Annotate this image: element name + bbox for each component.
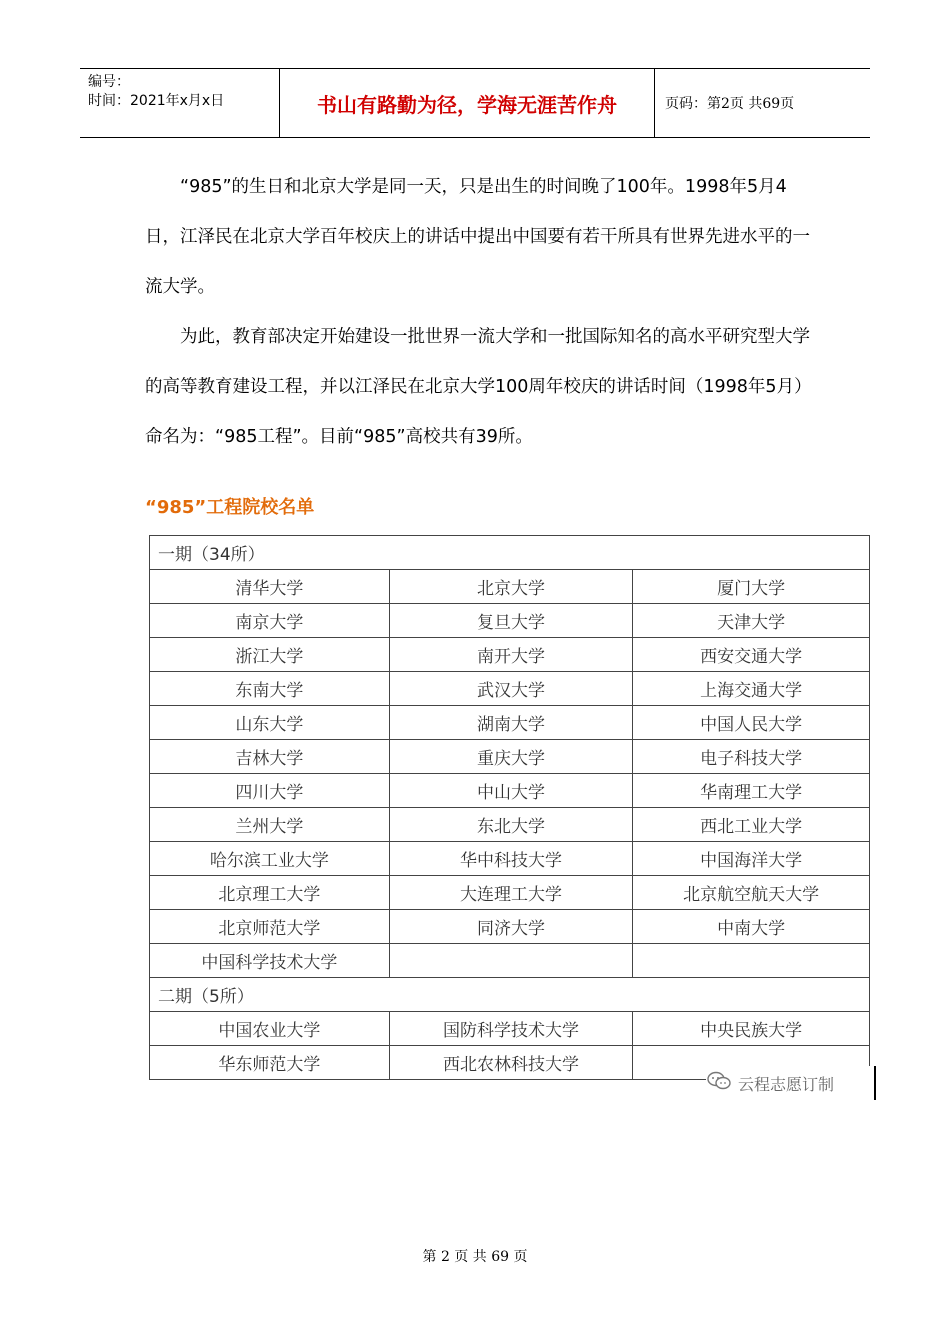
paragraph: 为此，教育部决定开始建设一批世界一流大学和一批国际知名的高水平研究型大学的高等教育建设工程，并以江泽民在北京大学100周年校庆的讲话时间（1998年5月）命名为：“985工程”。目前“985”高校共有39所。 <box>145 327 810 447</box>
table-row <box>150 774 870 808</box>
table-row <box>150 604 870 638</box>
table-cell: 中央民族大学 <box>633 1012 870 1046</box>
table-cell: 大连理工大学 <box>389 876 633 910</box>
table-cell <box>389 944 633 978</box>
table-cell: 重庆大学 <box>389 740 633 774</box>
table-row <box>150 638 870 672</box>
table-cell: 华中科技大学 <box>389 842 633 876</box>
table-group-row <box>150 536 870 570</box>
table-cell: 清华大学 <box>150 570 390 604</box>
watermark <box>706 1066 876 1100</box>
page-footer: 第 2 页 共 69 页 <box>422 1249 528 1265</box>
table-cell: 湖南大学 <box>389 706 633 740</box>
table-row <box>150 1012 870 1046</box>
table-cell: 西北农林科技大学 <box>389 1046 633 1080</box>
header-page-info: 页码：第2页 共69页 <box>665 96 795 112</box>
university-table <box>149 535 870 1080</box>
table-cell: 中国人民大学 <box>633 706 870 740</box>
table-cell: 复旦大学 <box>389 604 633 638</box>
table-cell: 中国海洋大学 <box>633 842 870 876</box>
table-cell: 中山大学 <box>389 774 633 808</box>
table-group-label: 一期（34所） <box>150 536 870 570</box>
table-group-label: 二期（5所） <box>150 978 870 1012</box>
page-header <box>80 68 870 138</box>
table-cell: 西安交通大学 <box>633 638 870 672</box>
watermark-text: 云程志愿订制 <box>738 1074 835 1094</box>
table-cell: 南开大学 <box>389 638 633 672</box>
table-row <box>150 842 870 876</box>
table-cell: 天津大学 <box>633 604 870 638</box>
header-meta <box>80 69 280 137</box>
table-cell: 北京航空航天大学 <box>633 876 870 910</box>
table-cell: 华东师范大学 <box>150 1046 390 1080</box>
table-cell: 国防科学技术大学 <box>389 1012 633 1046</box>
header-number: 编号： <box>88 74 130 90</box>
table-cell: 中国农业大学 <box>150 1012 390 1046</box>
table-cell <box>633 944 870 978</box>
table-cell: 南京大学 <box>150 604 390 638</box>
table-row <box>150 740 870 774</box>
table-cell: 浙江大学 <box>150 638 390 672</box>
table-cell: 东南大学 <box>150 672 390 706</box>
table-row <box>150 910 870 944</box>
paragraph: “985”的生日和北京大学是同一天，只是出生的时间晚了100年。1998年5月4日，江泽民在北京大学百年校庆上的讲话中提出中国要有若干所具有世界先进水平的一流大学。 <box>145 177 810 297</box>
table-row <box>150 672 870 706</box>
header-time: 时间：2021年x月x日 <box>88 93 225 109</box>
table-cell: 北京师范大学 <box>150 910 390 944</box>
table-cell: 吉林大学 <box>150 740 390 774</box>
section-title: “985”工程院校名单 <box>145 497 315 518</box>
table-cell: 北京大学 <box>389 570 633 604</box>
table-row <box>150 876 870 910</box>
table-cell: 中南大学 <box>633 910 870 944</box>
table-cell: 哈尔滨工业大学 <box>150 842 390 876</box>
table-row <box>150 706 870 740</box>
table-cell: 山东大学 <box>150 706 390 740</box>
table-cell: 中国科学技术大学 <box>150 944 390 978</box>
table-cell: 华南理工大学 <box>633 774 870 808</box>
table-row <box>150 944 870 978</box>
table-cell: 西北工业大学 <box>633 808 870 842</box>
header-motto: 书山有路勤为径，学海无涯苦作舟 <box>280 69 655 137</box>
table-row <box>150 808 870 842</box>
wechat-icon <box>706 1071 732 1095</box>
table-cell: 东北大学 <box>389 808 633 842</box>
table-cell: 四川大学 <box>150 774 390 808</box>
table-row <box>150 570 870 604</box>
table-cell: 兰州大学 <box>150 808 390 842</box>
table-cell: 同济大学 <box>389 910 633 944</box>
table-cell: 电子科技大学 <box>633 740 870 774</box>
body-text <box>145 162 810 462</box>
table-group-row <box>150 978 870 1012</box>
table-cell: 武汉大学 <box>389 672 633 706</box>
table-cell: 北京理工大学 <box>150 876 390 910</box>
table-cell: 厦门大学 <box>633 570 870 604</box>
table-cell: 上海交通大学 <box>633 672 870 706</box>
